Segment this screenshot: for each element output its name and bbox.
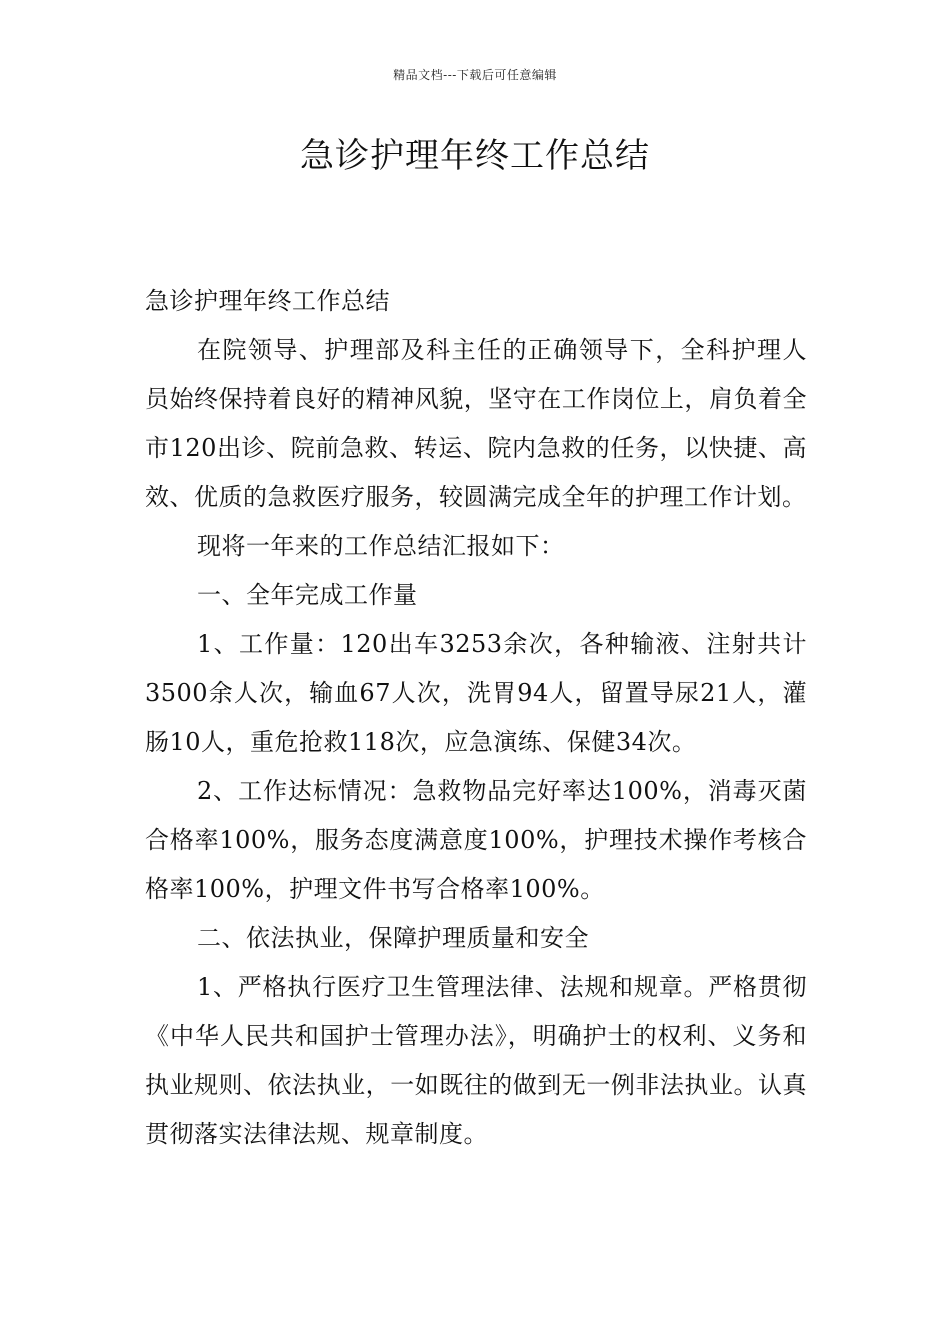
summary-lead-paragraph: 现将一年来的工作总结汇报如下： bbox=[197, 532, 565, 560]
workload-paragraph: 1、工作量：120出车3253余次，各种输液、注射共计3500余人次，输血67人次，洗胃94人，留置导尿21人，灌肠10人，重危抢救118次，应急演练、保健34次。 bbox=[145, 630, 807, 756]
standards-paragraph: 2、工作达标情况：急救物品完好率达100%，消毒灭菌合格率100%，服务态度满意度100%，护理技术操作考核合格率100%，护理文件书写合格率100%。 bbox=[145, 777, 807, 903]
header-note: 精品文档---下载后可任意编辑 bbox=[393, 68, 557, 82]
section-heading-2: 二、依法执业，保障护理质量和安全 bbox=[197, 924, 589, 952]
document-body bbox=[145, 277, 807, 1159]
subtitle-paragraph: 急诊护理年终工作总结 bbox=[145, 287, 390, 315]
compliance-paragraph: 1、严格执行医疗卫生管理法律、法规和规章。严格贯彻《中华人民共和国护士管理办法》，明确护士的权利、义务和执业规则、依法执业，一如既往的做到无一例非法执业。认真贯彻落实法律法规、规章制度。 bbox=[145, 973, 807, 1148]
document-title: 急诊护理年终工作总结 bbox=[300, 136, 650, 176]
section-heading-1: 一、全年完成工作量 bbox=[197, 581, 418, 609]
intro-paragraph: 在院领导、护理部及科主任的正确领导下，全科护理人员始终保持着良好的精神风貌，坚守在工作岗位上，肩负着全市120出诊、院前急救、转运、院内急救的任务，以快捷、高效、优质的急救医疗服务，较圆满完成全年的护理工作计划。 bbox=[145, 336, 807, 511]
